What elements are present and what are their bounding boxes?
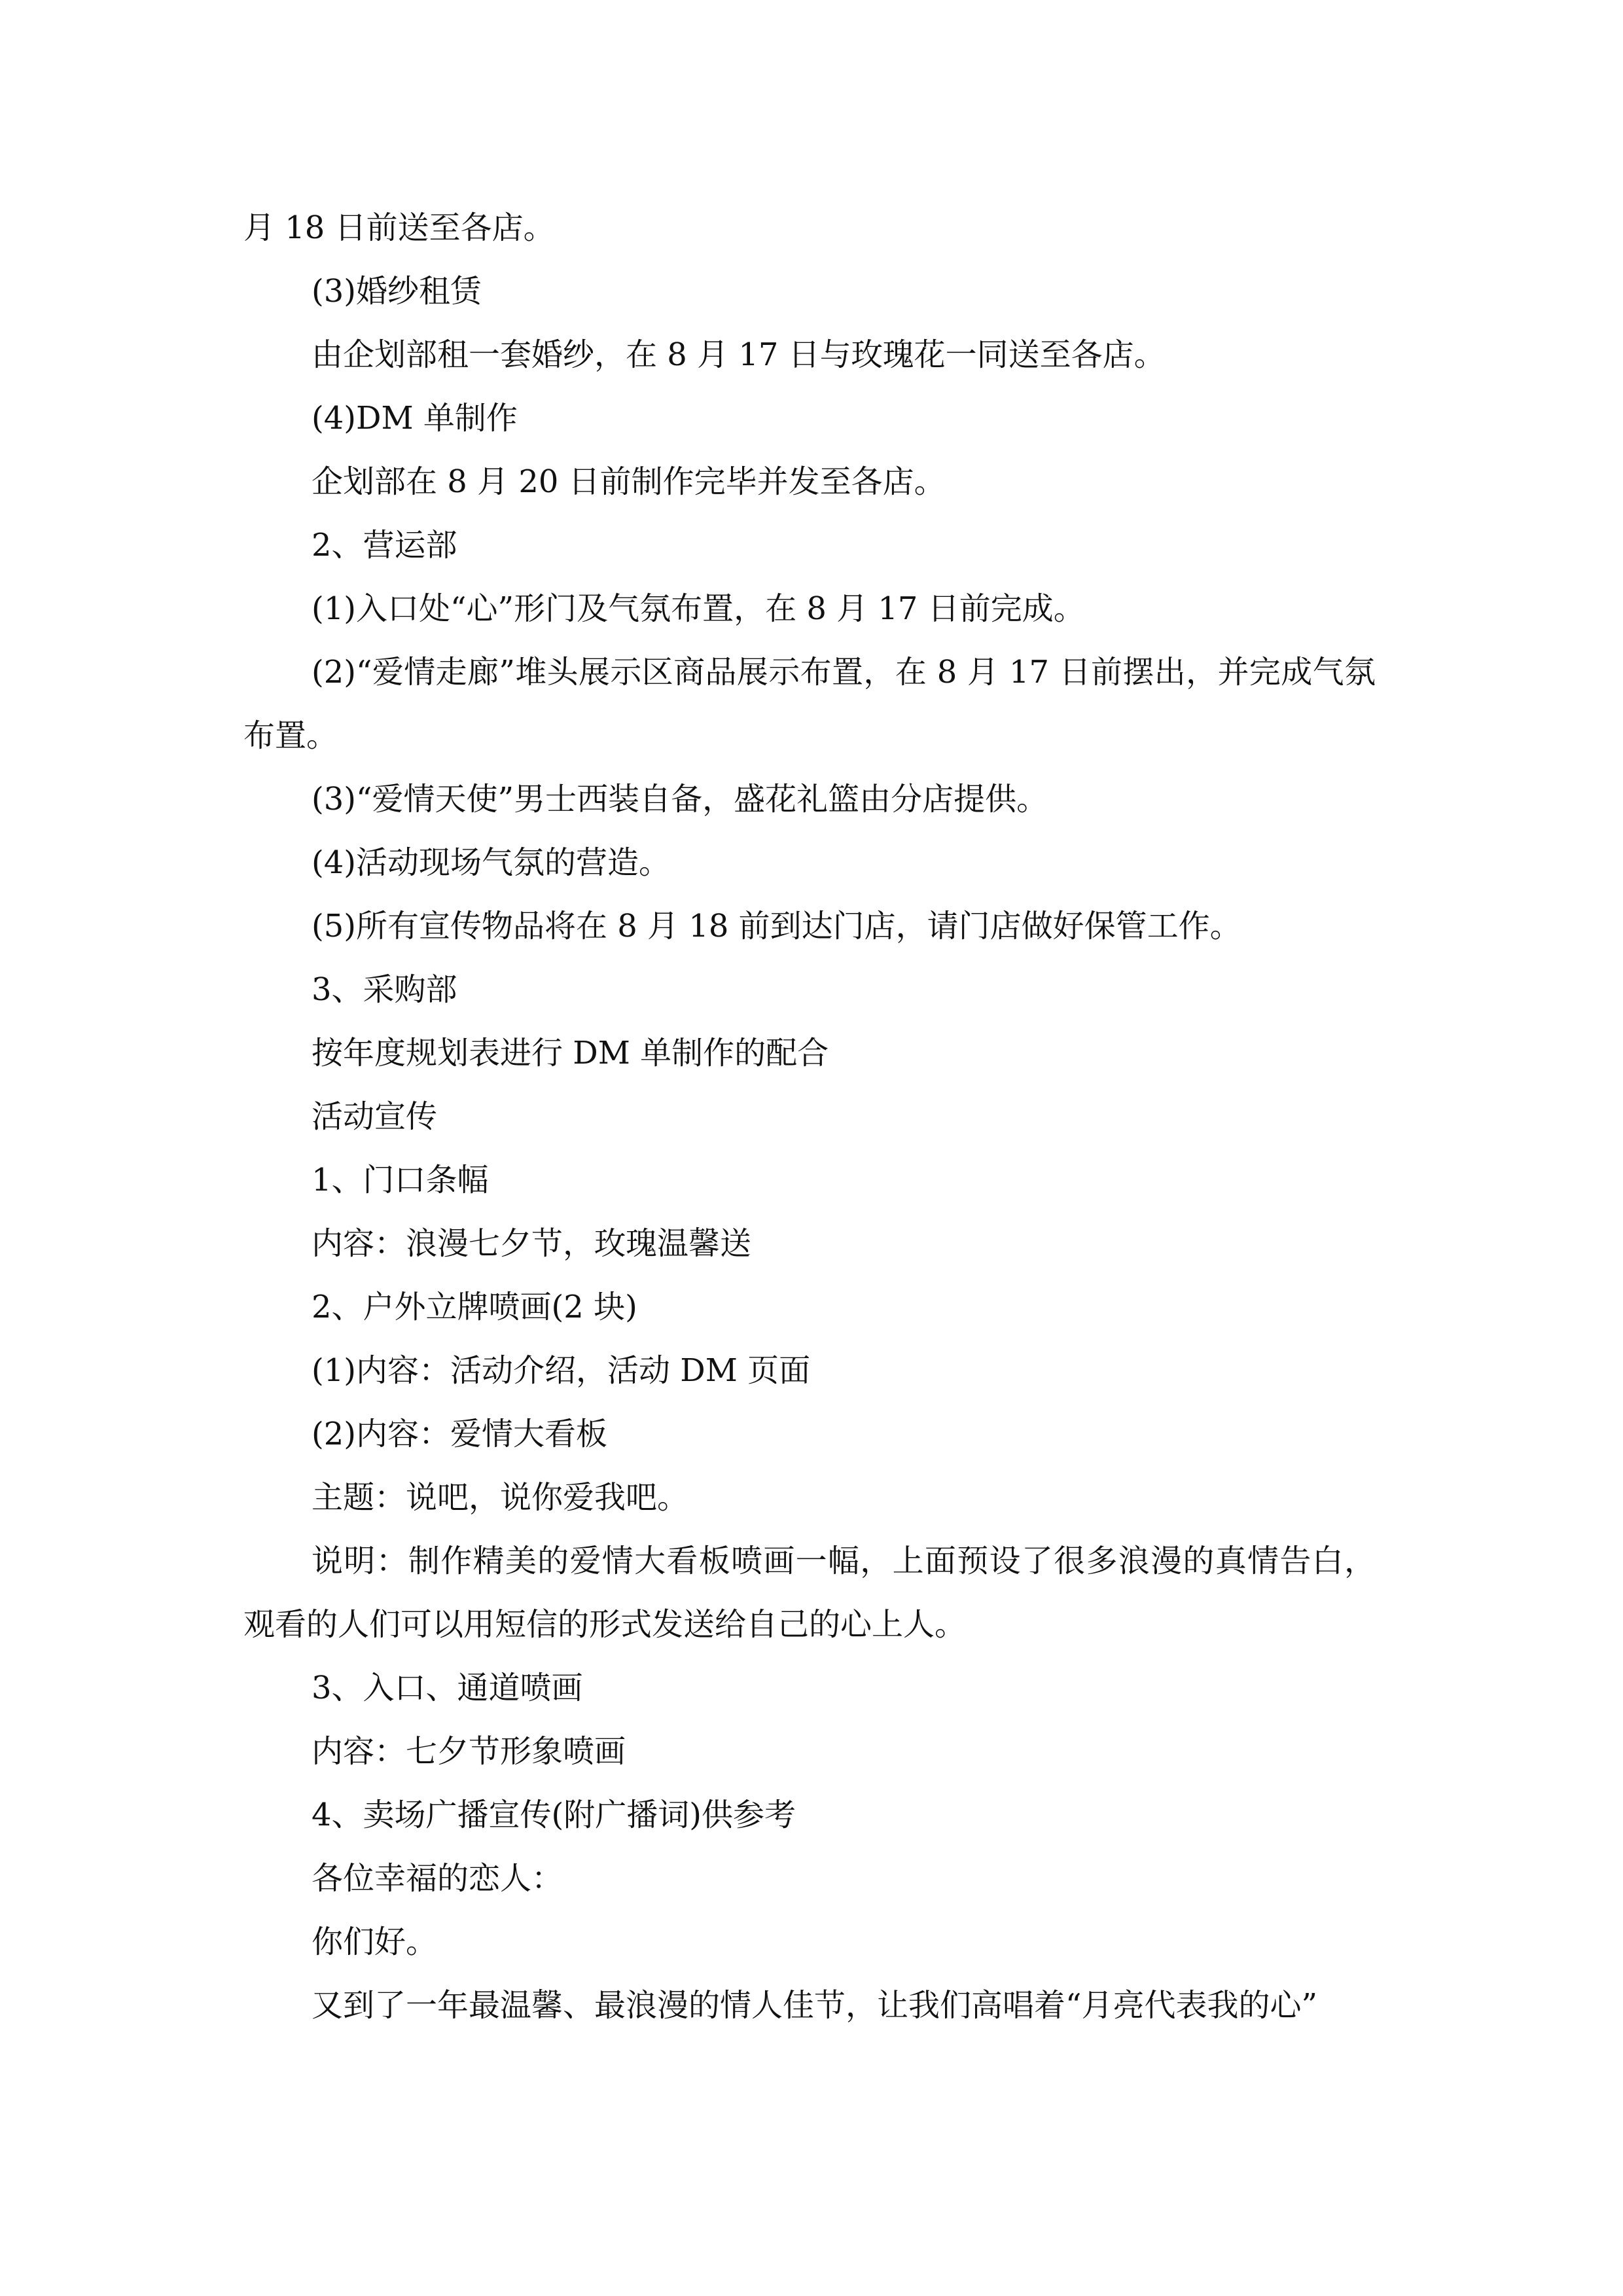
item-outdoor-sign: 2、户外立牌喷画(2 块) bbox=[312, 1289, 637, 1325]
item-banner: 1、门口条幅 bbox=[312, 1162, 489, 1198]
item-dm-production: (4)DM 单制作 bbox=[312, 400, 518, 437]
text-line: (3)“爱情天使”男士西装自备，盛花礼篮由分店提供。 bbox=[312, 781, 1048, 817]
item-broadcast: 4、卖场广播宣传(附广播词)供参考 bbox=[312, 1797, 796, 1833]
text-line: 又到了一年最温馨、最浪漫的情人佳节，让我们高唱着“月亮代表我的心” bbox=[312, 1987, 1318, 2024]
text-line: (4)活动现场气氛的营造。 bbox=[312, 844, 670, 881]
text-line: (2)内容：爱情大看板 bbox=[312, 1416, 607, 1452]
text-line: (1)内容：活动介绍，活动 DM 页面 bbox=[312, 1352, 811, 1389]
text-line: 主题：说吧，说你爱我吧。 bbox=[312, 1479, 689, 1516]
section-heading-operations: 2、营运部 bbox=[312, 527, 457, 564]
text-line: 内容：七夕节形象喷画 bbox=[312, 1733, 626, 1770]
text-paragraph: (2)“爱情走廊”堆头展示区商品展示布置，在 8 月 17 日前摆出，并完成气氛布置。 bbox=[243, 654, 1376, 754]
text-line: 你们好。 bbox=[312, 1924, 438, 1960]
text-paragraph: 说明：制作精美的爱情大看板喷画一幅，上面预设了很多浪漫的真情告白，观看的人们可以用短信的形式发送给自己的心上人。 bbox=[243, 1543, 1376, 1643]
text-line: (1)入口处“心”形门及气氛布置，在 8 月 17 日前完成。 bbox=[312, 590, 1085, 627]
text-line: (5)所有宣传物品将在 8 月 18 前到达门店，请门店做好保管工作。 bbox=[312, 908, 1241, 944]
text-line: 各位幸福的恋人： bbox=[312, 1860, 563, 1897]
item-wedding-dress-rental: (3)婚纱租赁 bbox=[312, 273, 482, 310]
section-heading-purchasing: 3、采购部 bbox=[312, 971, 457, 1008]
text-line: 按年度规划表进行 DM 单制作的配合 bbox=[312, 1035, 829, 1071]
text-line: 内容：浪漫七夕节，玫瑰温馨送 bbox=[312, 1225, 752, 1262]
text-line: 由企划部租一套婚纱，在 8 月 17 日与玫瑰花一同送至各店。 bbox=[312, 336, 1166, 373]
item-entrance-poster: 3、入口、通道喷画 bbox=[312, 1670, 583, 1706]
text-line: 企划部在 8 月 20 日前制作完毕并发至各店。 bbox=[312, 463, 946, 500]
section-heading-promotion: 活动宣传 bbox=[312, 1098, 438, 1135]
text-line-continuation: 月 18 日前送至各店。 bbox=[243, 209, 555, 246]
document-body bbox=[243, 196, 1376, 2037]
